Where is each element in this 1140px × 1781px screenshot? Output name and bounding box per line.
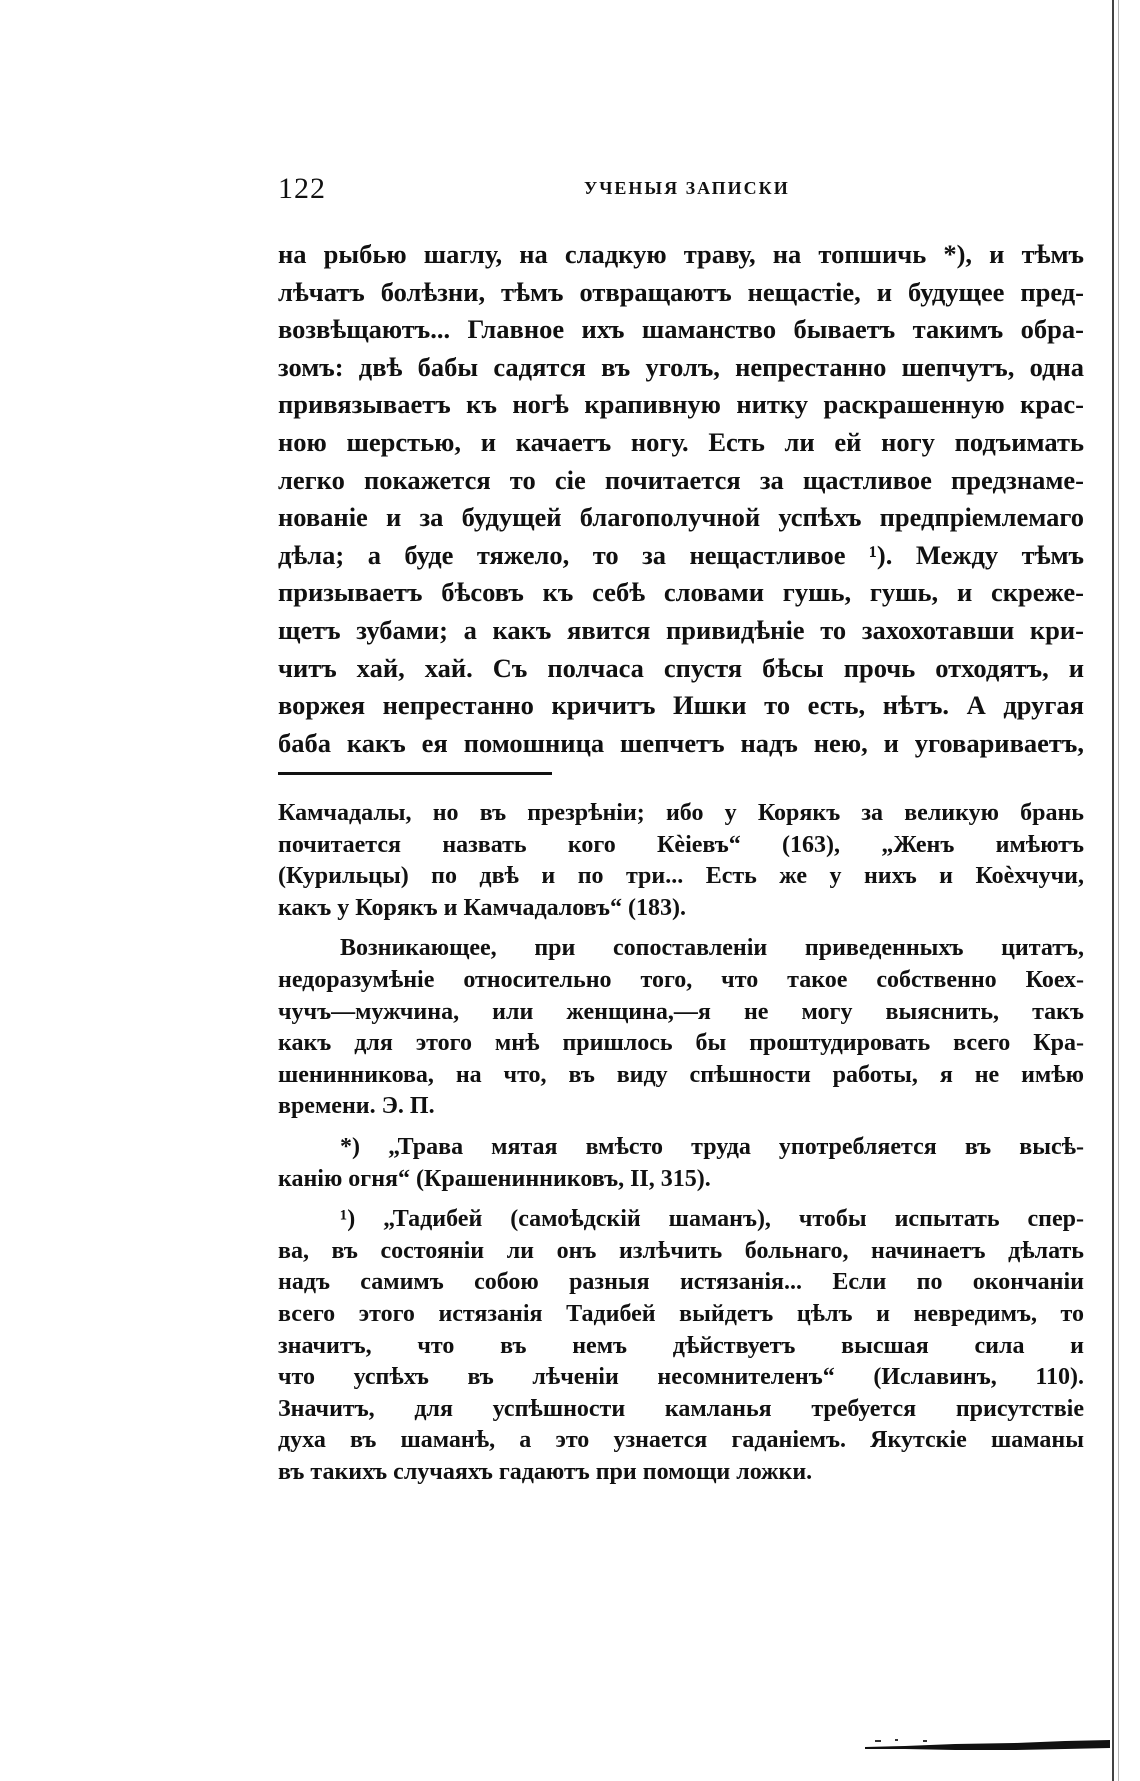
body-line: читъ хай, хай. Съ полчаса спустя бѣсы прочь отходятъ, и	[278, 652, 1084, 683]
body-line: воржея непрестанно кричитъ Ишки то есть, нѣтъ. А другая	[278, 690, 1084, 721]
running-title: УЧЕНЫЯ ЗАПИСКИ	[584, 178, 790, 198]
footnote-continuation-line: Камчадалы, но въ презрѣніи; ибо у Корякъ за великую брань	[278, 800, 1084, 826]
footnote-continuation-line: какъ у Корякъ и Камчадаловъ“ (183).	[278, 894, 686, 921]
page-number: 122	[278, 172, 326, 205]
footnote-one-line: въ такихъ случаяхъ гадаютъ при помощи ложки.	[278, 1458, 813, 1485]
editor-note-line: недоразумѣніе относительно того, что такое собственно Коех-	[278, 966, 1084, 993]
scan-edge-line	[1112, 0, 1114, 1781]
body-line: на рыбью шаглу, на сладкую траву, на топшичь *), и тѣмъ	[278, 239, 1084, 269]
footnote-one-line: ва, въ состояніи ли онъ излѣчить больнаго, начинаетъ дѣлать	[278, 1237, 1084, 1264]
asterisk-note-line: *) „Трава мятая вмѣсто труда употребляется въ высѣ-	[340, 1133, 1084, 1160]
body-line: ною шерстью, и качаетъ ногу. Есть ли ей ногу подъимать	[278, 426, 1084, 457]
footnote-one-line: всего этого истязанія Тадибей выйдетъ цѣлъ и невредимъ, то	[278, 1300, 1084, 1327]
editor-note-line: какъ для этого мнѣ пришлось бы проштудировать всего Кра-	[278, 1030, 1084, 1057]
footnote-one-line: надъ самимъ собою разныя истязанія... Если по окончаніи	[278, 1269, 1084, 1296]
footnote-one-line: что успѣхъ въ лѣченіи несомнителенъ“ (Иславинъ, 110).	[278, 1364, 1084, 1391]
footnotes-section	[278, 798, 1084, 1488]
editor-note-line: времени. Э. П.	[278, 1093, 435, 1120]
editor-note-line: шенинникова, на что, въ виду спѣшности работы, я не имѣю	[278, 1061, 1084, 1088]
body-line: нованіе и за будущей благополучной успѣхъ предпріемлемаго	[278, 502, 1084, 533]
scan-smudge-mark	[865, 1738, 1110, 1752]
body-line: лѣчатъ болѣзни, тѣмъ отвращаютъ нещастіе, и будущее пред-	[278, 276, 1084, 307]
body-line: зомъ: двѣ бабы садятся въ уголъ, непрестанно шепчутъ, одна	[278, 351, 1084, 382]
body-line: призываетъ бѣсовъ къ себѣ словами гушь, гушь, и скреже-	[278, 577, 1084, 608]
footnote-continuation-line: (Курильцы) по двѣ и по три... Есть же у нихъ и Коѐхчучи,	[278, 863, 1084, 890]
footnote-one-line: значитъ, что въ немъ дѣйствуетъ высшая сила и	[278, 1332, 1084, 1359]
body-line: щетъ зубами; а какъ явится привидѣніе то захохотавши кри-	[278, 614, 1084, 645]
main-body-text	[278, 236, 1084, 762]
page-header	[278, 172, 1078, 205]
footnote-one-line: ¹) „Тадибей (самоѣдскій шаманъ), чтобы испытать спер-	[340, 1206, 1084, 1233]
editor-note-line: чучъ—мужчина, или женщина,—я не могу выяснить, такъ	[278, 998, 1084, 1025]
footnote-one-line: духа въ шаманѣ, а это узнается гаданіемъ. Якутскіе шаманы	[278, 1427, 1084, 1454]
body-line: легко покажется то сіе почитается за щастливое предзнаме-	[278, 464, 1084, 495]
footnote-continuation-line: почитается назвать кого Кѐіевъ“ (163), „Женъ имѣютъ	[278, 831, 1084, 858]
body-line: баба какъ ея помошница шепчетъ надъ нею, и уговариваетъ,	[278, 727, 1084, 758]
scan-edge-line-faint	[1118, 0, 1119, 1781]
footnote-one-line: Значитъ, для успѣшности камланья требуется присутствіе	[278, 1395, 1084, 1422]
asterisk-note-line: канію огня“ (Крашенинниковъ, II, 315).	[278, 1165, 711, 1192]
body-line: дѣла; а буде тяжело, то за нещастливое ¹). Между тѣмъ	[278, 539, 1084, 570]
body-line: возвѣщаютъ... Главное ихъ шаманство бываетъ такимъ обра-	[278, 314, 1084, 345]
footnote-separator-rule	[278, 772, 552, 775]
body-line: привязываетъ къ ногѣ крапивную нитку раскрашенную крас-	[278, 389, 1084, 420]
editor-note-line: Возникающее, при сопоставленіи приведенныхъ цитатъ,	[340, 935, 1084, 962]
